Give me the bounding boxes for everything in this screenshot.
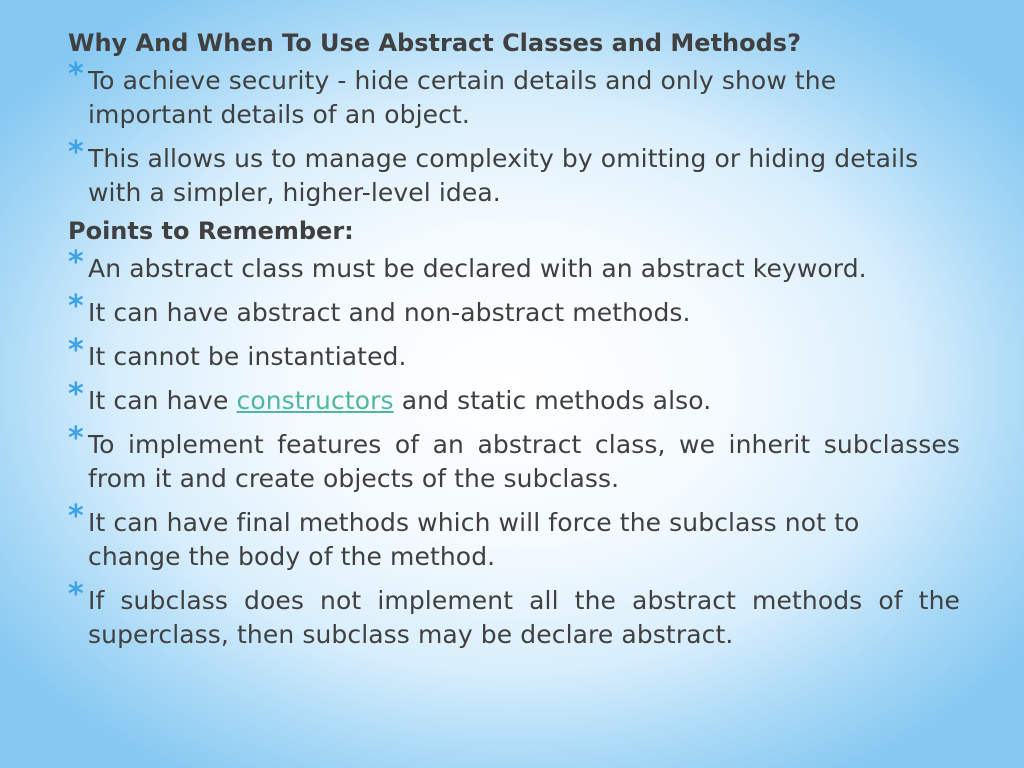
bullet-text: It cannot be instantiated. (88, 342, 407, 371)
bullet-text: If subclass does not implement all the abstract methods of the superclass, then subclass may be declare abstract. (88, 586, 960, 649)
bullet-constructors (68, 377, 960, 418)
bullet-complexity (68, 135, 960, 210)
bullet-security (68, 57, 960, 132)
asterisk-bullet-icon: * (68, 289, 84, 324)
heading-points-to-remember: Points to Remember: (68, 217, 354, 245)
bullet-final-methods (68, 499, 960, 574)
bullet-abstract-methods (68, 289, 960, 330)
bullet-text: It can have final methods which will force the subclass not to change the body of the method. (88, 508, 860, 571)
heading-why-when: Why And When To Use Abstract Classes and Methods? (68, 29, 801, 57)
asterisk-bullet-icon: * (68, 499, 84, 534)
bullet-implement-features (68, 421, 960, 496)
asterisk-bullet-icon: * (68, 57, 84, 92)
bullet-text: To implement features of an abstract class, we inherit subclasses from it and create objects of the subclass. (88, 430, 960, 493)
asterisk-bullet-icon: * (68, 421, 84, 456)
bullet-text: This allows us to manage complexity by omitting or hiding details with a simpler, higher-level idea. (88, 144, 919, 207)
bullet-not-instantiated (68, 333, 960, 374)
asterisk-bullet-icon: * (68, 245, 84, 280)
asterisk-bullet-icon: * (68, 135, 84, 170)
asterisk-bullet-icon: * (68, 577, 84, 612)
bullet-text-before-link: It can have (88, 386, 237, 415)
bullet-declared-abstract (68, 245, 960, 286)
bullet-subclass-abstract (68, 577, 960, 652)
constructors-link[interactable]: constructors (236, 386, 394, 415)
slide-content (68, 26, 960, 652)
bullet-text: To achieve security - hide certain details and only show the important details of an object. (88, 66, 837, 129)
asterisk-bullet-icon: * (68, 333, 84, 368)
bullet-text-after-link: and static methods also. (393, 386, 712, 415)
bullet-text: An abstract class must be declared with an abstract keyword. (88, 254, 867, 283)
bullet-text: It can have abstract and non-abstract methods. (88, 298, 691, 327)
asterisk-bullet-icon: * (68, 377, 84, 412)
